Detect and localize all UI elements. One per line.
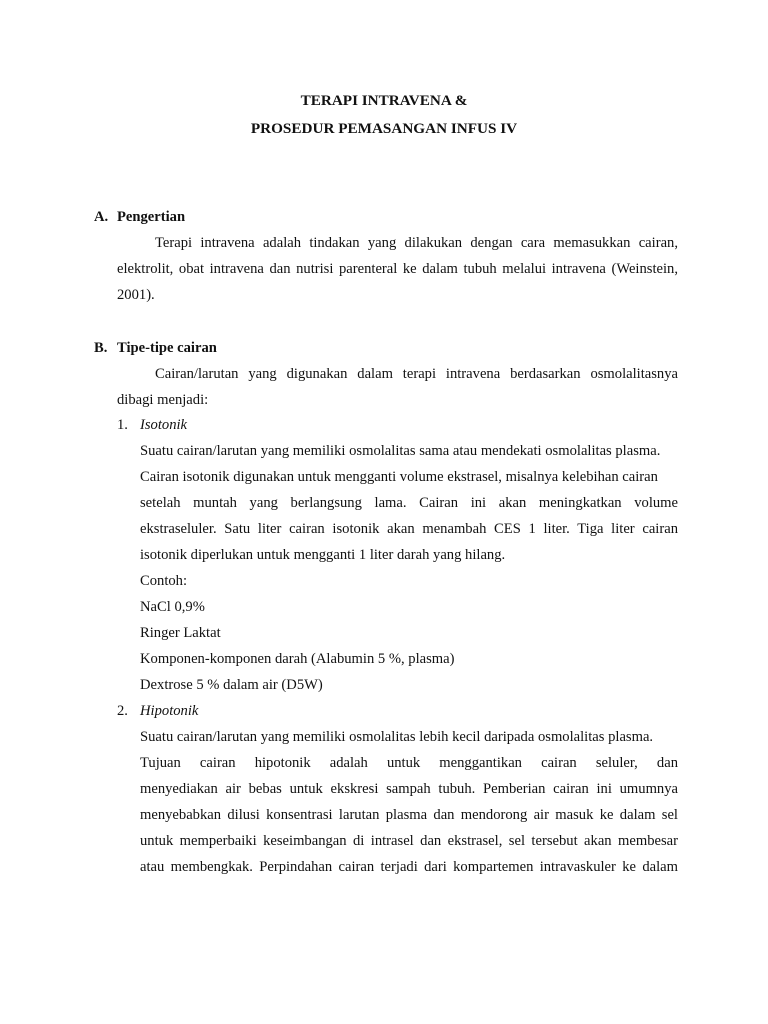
item-1-number: 1. (117, 417, 128, 433)
section-b-marker: B. (94, 340, 108, 356)
item-1-line-5: isotonik diperlukan untuk mengganti 1 liter darah yang hilang. (140, 547, 506, 563)
item-1-line-2: Cairan isotonik digunakan untuk mengganti volume ekstrasel, misalnya kelebihan cairan (140, 469, 658, 485)
item-2-title: Hipotonik (140, 703, 199, 719)
item-2-line-6: atau membengkak. Perpindahan cairan terjadi dari kompartemen intravaskuler ke dalam (140, 859, 678, 875)
item-1-line-1: Suatu cairan/larutan yang memiliki osmolalitas sama atau mendekati osmolalitas plasma. (140, 443, 661, 459)
section-a-line-1: Terapi intravena adalah tindakan yang dilakukan dengan cara memasukkan cairan, (155, 235, 678, 251)
item-1-example-3: Komponen-komponen darah (Alabumin 5 %, plasma) (140, 651, 455, 667)
item-1-line-3: setelah muntah yang berlangsung lama. Cairan ini akan meningkatkan volume (140, 495, 678, 511)
section-b-heading: Tipe-tipe cairan (117, 340, 217, 356)
item-2-line-3: menyediakan air bebas untuk ekskresi sampah tubuh. Pemberian cairan ini umumnya (140, 781, 678, 797)
section-a-marker: A. (94, 209, 109, 225)
item-1-example-4: Dextrose 5 % dalam air (D5W) (140, 677, 323, 693)
section-a-line-2: elektrolit, obat intravena dan nutrisi parenteral ke dalam tubuh melalui intravena (Weinstein, (117, 261, 678, 277)
section-a-heading: Pengertian (117, 209, 186, 225)
item-1-example-2: Ringer Laktat (140, 625, 221, 641)
item-1-example-label: Contoh: (140, 573, 188, 589)
document-title-line-2: PROSEDUR PEMASANGAN INFUS IV (250, 120, 518, 137)
section-b-intro-line-1: Cairan/larutan yang digunakan dalam terapi intravena berdasarkan osmolalitasnya (155, 366, 678, 382)
item-2-number: 2. (117, 703, 128, 719)
section-b-intro-line-2: dibagi menjadi: (117, 392, 209, 408)
item-2-line-5: untuk memperbaiki keseimbangan di intrasel dan ekstrasel, sel tersebut akan membesar (140, 833, 678, 849)
item-1-title: Isotonik (140, 417, 188, 433)
document-title-line-1: TERAPI INTRAVENA & (300, 92, 468, 109)
section-a-line-3: 2001). (117, 287, 155, 303)
item-2-line-4: menyebabkan dilusi konsentrasi larutan plasma dan mendorong air masuk ke dalam sel (140, 807, 678, 823)
item-2-line-1: Suatu cairan/larutan yang memiliki osmolalitas lebih kecil daripada osmolalitas plasma. (140, 729, 654, 745)
item-1-example-1: NaCl 0,9% (140, 599, 205, 615)
item-1-line-4: ekstraseluler. Satu liter cairan isotonik akan menambah CES 1 liter. Tiga liter cairan (140, 521, 678, 537)
item-2-line-2: Tujuan cairan hipotonik adalah untuk menggantikan cairan seluler, dan (140, 755, 678, 771)
